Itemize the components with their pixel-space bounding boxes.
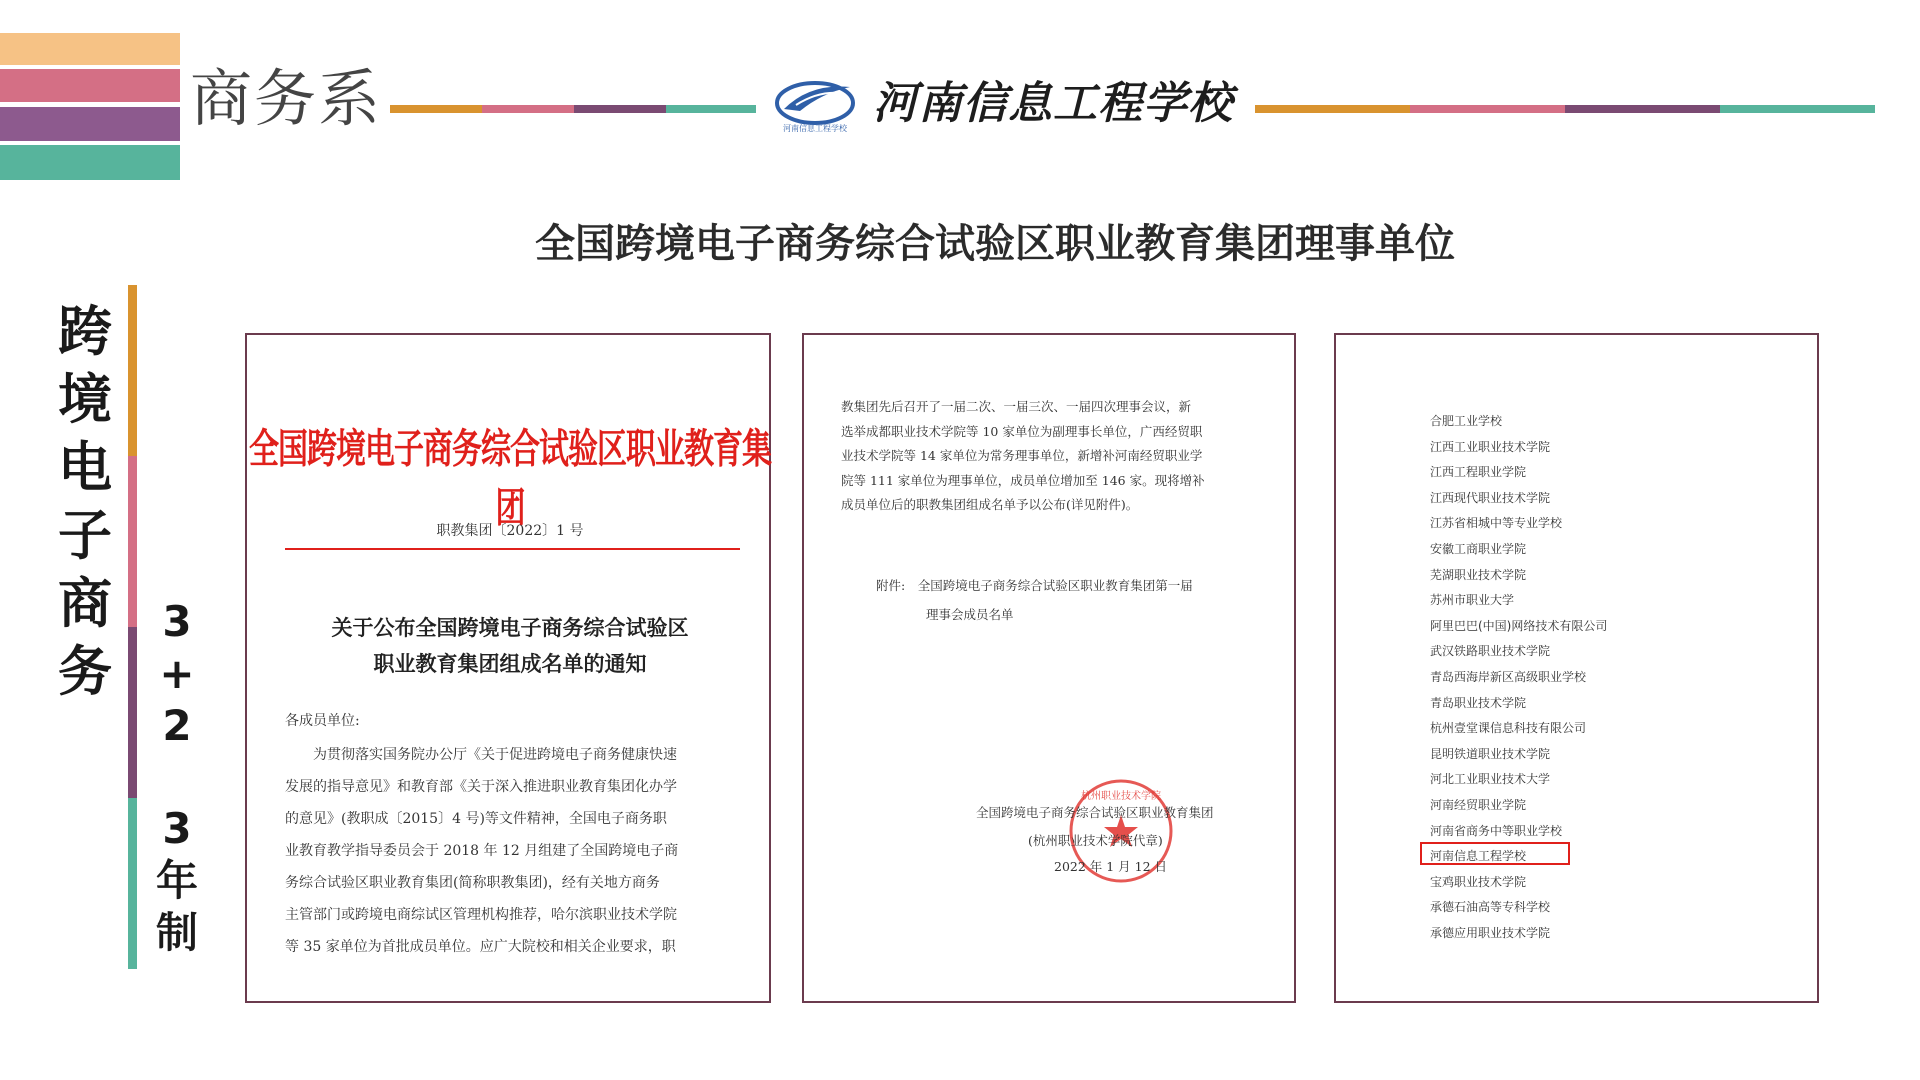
doc-body-line: 主管部门或跨境电商综试区管理机构推荐，哈尔滨职业技术学院 (285, 907, 677, 923)
doc2-attachment (876, 571, 1193, 629)
member-item: 江西现代职业技术学院 (1430, 490, 1551, 505)
member-item: 青岛西海岸新区高级职业学校 (1430, 670, 1587, 684)
program-label-3plus2 (150, 596, 204, 752)
side-major-char: 跨 (58, 300, 112, 363)
member-item: 承德应用职业技术学院 (1430, 926, 1551, 940)
doc-body-line: 业教育教学指导委员会于 2018 年 12 月组建了全国跨境电子商 (285, 843, 679, 859)
doc2-body-line: 选举成都职业技术学院等 10 家单位为副理事长单位，广西经贸职 (841, 423, 1203, 439)
program-char: 制 (155, 908, 198, 957)
header-stripe-teal (0, 145, 180, 180)
header-line-orange-right (1255, 105, 1410, 113)
doc2-attachment-line1: 附件: 全国跨境电子商务综合试验区职业教育集团第一届 (876, 578, 1193, 593)
member-item: 江苏省相城中等专业学校 (1430, 516, 1563, 531)
member-item: 河北工业职业技术大学 (1430, 772, 1551, 787)
member-item: 承德石油高等专科学校 (1430, 900, 1551, 915)
member-item: 江西工程职业学院 (1430, 465, 1527, 480)
doc2-body-line: 成员单位后的职教集团组成名单予以公布(详见附件)。 (841, 497, 1139, 512)
doc2-body-line: 教集团先后召开了一届二次、一届三次、一届四次理事会议，新 (841, 399, 1192, 414)
doc2-body (841, 395, 1271, 518)
school-name: 河南信息工程学校 (873, 78, 1233, 129)
side-major-char: 电 (58, 436, 112, 499)
header-line-pink-left (482, 105, 574, 113)
member-item: 合肥工业学校 (1430, 414, 1503, 428)
doc-red-rule (285, 548, 740, 550)
header-line-teal-left (666, 105, 756, 113)
member-list (1430, 412, 1790, 952)
school-logo (770, 75, 860, 133)
side-major-label (50, 298, 120, 706)
document-page-2 (802, 333, 1296, 1003)
header-line-teal-right (1720, 105, 1875, 113)
doc2-sign-date: 2022 年 1 月 12 日 (1054, 859, 1168, 874)
doc2-body-line: 院等 111 家单位为理事单位，成员单位增加至 146 家。现将增补 (841, 472, 1205, 488)
document-page-3 (1334, 333, 1819, 1003)
member-item: 江西工业职业技术学院 (1430, 439, 1551, 454)
member-item: 河南省商务中等职业学校 (1430, 823, 1563, 838)
doc2-attachment-line2: 理事会成员名单 (926, 607, 1014, 622)
side-bar-pink (128, 456, 137, 627)
header-line-purple-right (1565, 105, 1720, 113)
program-char: + (159, 649, 195, 698)
member-item: 青岛职业技术学院 (1430, 695, 1527, 710)
member-item: 杭州壹堂课信息科技有限公司 (1430, 721, 1587, 736)
doc2-body-line: 业技术学院等 14 家单位为常务理事单位，新增补河南经贸职业学 (841, 448, 1203, 463)
side-major-char: 务 (58, 640, 112, 703)
member-item-highlighted: 河南信息工程学校 (1430, 849, 1527, 864)
doc-title-line1: 关于公布全国跨境电子商务综合试验区 (331, 615, 689, 640)
page-title: 全国跨境电子商务综合试验区职业教育集团理事单位 (535, 221, 1455, 267)
side-bar-purple (128, 627, 137, 798)
doc2-sign-sub: (杭州职业技术学院代章) (1028, 833, 1163, 848)
doc-salutation: 各成员单位: (285, 713, 360, 729)
doc-body-line: 为贯彻落实国务院办公厅《关于促进跨境电子商务健康快速 (285, 747, 677, 763)
seal-text: 杭州职业技术学院 (1081, 791, 1161, 802)
side-bar-orange (128, 285, 137, 456)
program-label-3year (150, 803, 204, 959)
side-major-char: 商 (58, 572, 112, 635)
header-line-purple-left (574, 105, 666, 113)
document-page-1 (245, 333, 771, 1003)
side-bar-teal (128, 798, 137, 969)
program-char: 2 (162, 701, 192, 750)
header-line-pink-right (1410, 105, 1565, 113)
member-item: 宝鸡职业技术学院 (1430, 874, 1527, 889)
member-item: 苏州市职业大学 (1430, 593, 1515, 608)
member-item: 武汉铁路职业技术学院 (1430, 644, 1551, 659)
program-char: 年 (155, 856, 198, 905)
member-item: 安徽工商职业学院 (1430, 542, 1527, 556)
doc-body-line: 发展的指导意见》和教育部《关于深入推进职业教育集团化办学 (285, 779, 677, 795)
doc-title-line2: 职业教育集团组成名单的通知 (373, 651, 647, 676)
doc-body-line: 等 35 家单位为首批成员单位。应广大院校和相关企业要求，职 (285, 939, 676, 955)
side-major-char: 境 (58, 368, 112, 431)
member-item: 昆明铁道职业技术学院 (1430, 746, 1551, 761)
side-major-char: 子 (58, 504, 112, 567)
member-item: 阿里巴巴(中国)网络技术有限公司 (1430, 618, 1608, 633)
doc2-sign-org: 全国跨境电子商务综合试验区职业教育集团 (976, 805, 1214, 820)
doc-body-line: 务综合试验区职业教育集团(简称职教集团)，经有关地方商务 (285, 875, 660, 891)
member-item: 河南经贸职业学院 (1430, 798, 1527, 812)
header-stripe-pink (0, 69, 180, 102)
highlight-box (1420, 842, 1570, 865)
doc-masthead: 全国跨境电子商务综合试验区职业教育集团 (249, 425, 771, 533)
logo-ring-text: 河南信息工程学校 (783, 124, 847, 133)
header-line-orange-left (390, 105, 482, 113)
header-stripe-orange (0, 33, 180, 65)
doc-number: 职教集团〔2022〕1 号 (436, 523, 584, 539)
member-item: 芜湖职业技术学院 (1430, 567, 1527, 582)
dept-title: 商务系 (190, 62, 383, 135)
header-stripe-purple (0, 107, 180, 141)
doc-body (285, 739, 745, 963)
doc-body-line: 的意见》(教职成〔2015〕4 号)等文件精神，全国电子商务职 (285, 811, 667, 827)
program-char: 3 (162, 804, 192, 853)
program-char: 3 (162, 597, 192, 646)
